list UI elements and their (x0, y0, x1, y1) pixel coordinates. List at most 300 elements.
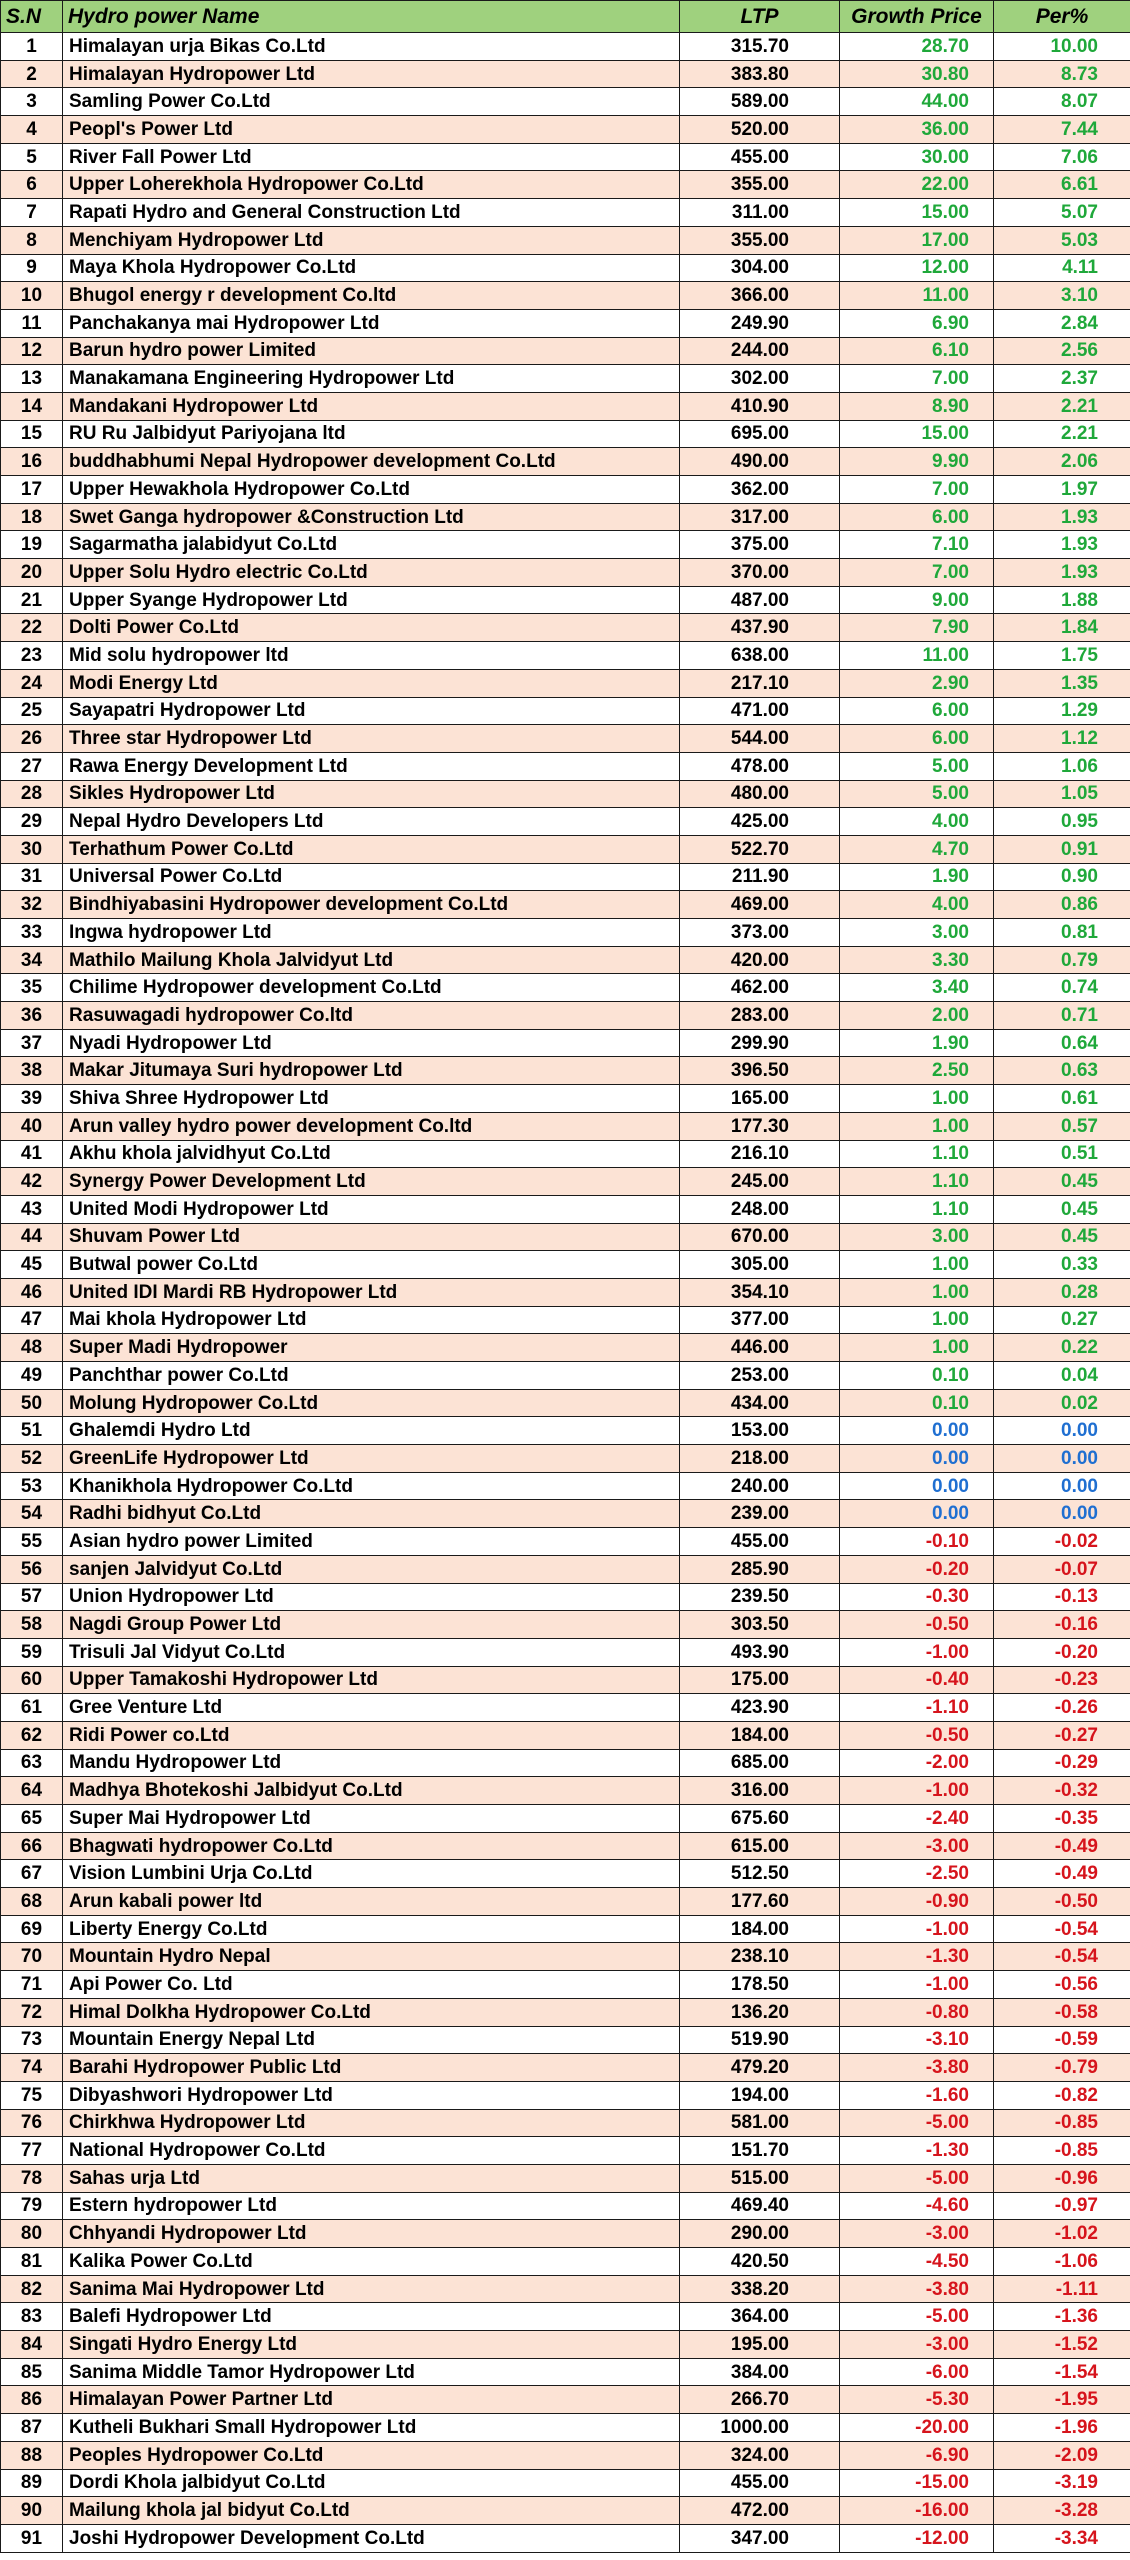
table-row (1, 559, 1130, 587)
cell-company-name: RU Ru Jalbidyut Pariyojana ltd (63, 420, 680, 448)
table-row (1, 2220, 1130, 2248)
cell-sn: 2 (1, 60, 63, 88)
cell-company-name: Sikles Hydropower Ltd (63, 780, 680, 808)
cell-growth-price: 7.00 (840, 365, 994, 393)
table-row (1, 1445, 1130, 1473)
cell-ltp: 184.00 (680, 1915, 840, 1943)
cell-growth-price: 1.00 (840, 1251, 994, 1279)
cell-sn: 25 (1, 697, 63, 725)
cell-sn: 80 (1, 2220, 63, 2248)
cell-ltp: 211.90 (680, 863, 840, 891)
cell-growth-price: 6.00 (840, 725, 994, 753)
cell-growth-price: 11.00 (840, 282, 994, 310)
cell-growth-price: 44.00 (840, 88, 994, 116)
cell-company-name: Estern hydropower Ltd (63, 2192, 680, 2220)
cell-sn: 59 (1, 1638, 63, 1666)
cell-sn: 34 (1, 946, 63, 974)
cell-growth-price: -1.10 (840, 1694, 994, 1722)
cell-company-name: Kalika Power Co.Ltd (63, 2248, 680, 2276)
column-header-sn: S.N (1, 1, 63, 33)
cell-growth-price: 0.10 (840, 1389, 994, 1417)
cell-growth-price: 1.90 (840, 1029, 994, 1057)
cell-sn: 40 (1, 1112, 63, 1140)
table-row (1, 2524, 1130, 2552)
cell-per: 8.07 (994, 88, 1130, 116)
cell-ltp: 354.10 (680, 1278, 840, 1306)
cell-per: 0.61 (994, 1085, 1130, 1113)
cell-growth-price: 7.10 (840, 531, 994, 559)
cell-company-name: Himalayan Hydropower Ltd (63, 60, 680, 88)
table-row (1, 1168, 1130, 1196)
cell-ltp: 434.00 (680, 1389, 840, 1417)
cell-growth-price: 1.90 (840, 863, 994, 891)
cell-ltp: 283.00 (680, 1002, 840, 1030)
cell-per: -0.54 (994, 1915, 1130, 1943)
table-row (1, 2192, 1130, 2220)
cell-sn: 21 (1, 586, 63, 614)
cell-sn: 53 (1, 1472, 63, 1500)
cell-per: -1.52 (994, 2331, 1130, 2359)
table-row (1, 171, 1130, 199)
column-header-name: Hydro power Name (63, 1, 680, 33)
cell-ltp: 670.00 (680, 1223, 840, 1251)
cell-ltp: 490.00 (680, 448, 840, 476)
cell-company-name: Sayapatri Hydropower Ltd (63, 697, 680, 725)
cell-per: 10.00 (994, 33, 1130, 61)
cell-per: 0.00 (994, 1445, 1130, 1473)
table-row (1, 2469, 1130, 2497)
cell-company-name: Three star Hydropower Ltd (63, 725, 680, 753)
cell-ltp: 178.50 (680, 1971, 840, 1999)
cell-ltp: 240.00 (680, 1472, 840, 1500)
cell-per: 0.86 (994, 891, 1130, 919)
cell-ltp: 520.00 (680, 116, 840, 144)
cell-company-name: Mid solu hydropower ltd (63, 642, 680, 670)
cell-ltp: 425.00 (680, 808, 840, 836)
cell-ltp: 364.00 (680, 2303, 840, 2331)
cell-growth-price: 1.10 (840, 1168, 994, 1196)
cell-sn: 3 (1, 88, 63, 116)
cell-growth-price: 7.90 (840, 614, 994, 642)
cell-sn: 46 (1, 1278, 63, 1306)
cell-growth-price: -0.90 (840, 1888, 994, 1916)
table-row (1, 392, 1130, 420)
cell-growth-price: 5.00 (840, 752, 994, 780)
table-row (1, 337, 1130, 365)
cell-sn: 37 (1, 1029, 63, 1057)
cell-growth-price: 6.10 (840, 337, 994, 365)
cell-sn: 48 (1, 1334, 63, 1362)
cell-per: 1.84 (994, 614, 1130, 642)
cell-company-name: Makar Jitumaya Suri hydropower Ltd (63, 1057, 680, 1085)
cell-per: -1.36 (994, 2303, 1130, 2331)
cell-sn: 9 (1, 254, 63, 282)
cell-growth-price: -3.80 (840, 2054, 994, 2082)
cell-per: -2.09 (994, 2441, 1130, 2469)
cell-growth-price: -0.30 (840, 1583, 994, 1611)
cell-growth-price: -0.50 (840, 1611, 994, 1639)
cell-per: -1.02 (994, 2220, 1130, 2248)
cell-sn: 14 (1, 392, 63, 420)
table-row (1, 974, 1130, 1002)
cell-growth-price: -3.80 (840, 2275, 994, 2303)
table-row (1, 1389, 1130, 1417)
cell-per: 2.06 (994, 448, 1130, 476)
cell-company-name: Mailung khola jal bidyut Co.Ltd (63, 2497, 680, 2525)
table-row (1, 1666, 1130, 1694)
table-row (1, 365, 1130, 393)
table-row (1, 1888, 1130, 1916)
cell-per: 0.00 (994, 1417, 1130, 1445)
table-row (1, 420, 1130, 448)
cell-per: -0.13 (994, 1583, 1130, 1611)
cell-ltp: 303.50 (680, 1611, 840, 1639)
cell-company-name: Sahas urja Ltd (63, 2164, 680, 2192)
table-row (1, 476, 1130, 504)
cell-per: -0.85 (994, 2137, 1130, 2165)
cell-sn: 54 (1, 1500, 63, 1528)
cell-ltp: 302.00 (680, 365, 840, 393)
cell-sn: 60 (1, 1666, 63, 1694)
cell-growth-price: 15.00 (840, 199, 994, 227)
cell-company-name: Balefi Hydropower Ltd (63, 2303, 680, 2331)
table-row (1, 1805, 1130, 1833)
cell-per: -1.54 (994, 2358, 1130, 2386)
cell-sn: 16 (1, 448, 63, 476)
cell-sn: 85 (1, 2358, 63, 2386)
table-row (1, 33, 1130, 61)
table-row (1, 2248, 1130, 2276)
cell-company-name: Swet Ganga hydropower &Construction Ltd (63, 503, 680, 531)
table-row (1, 1112, 1130, 1140)
cell-per: 0.45 (994, 1195, 1130, 1223)
cell-growth-price: 9.00 (840, 586, 994, 614)
cell-per: 2.84 (994, 309, 1130, 337)
cell-company-name: Vision Lumbini Urja Co.Ltd (63, 1860, 680, 1888)
cell-ltp: 290.00 (680, 2220, 840, 2248)
cell-growth-price: -0.20 (840, 1555, 994, 1583)
cell-growth-price: 1.00 (840, 1112, 994, 1140)
cell-ltp: 239.50 (680, 1583, 840, 1611)
cell-company-name: Maya Khola Hydropower Co.Ltd (63, 254, 680, 282)
cell-company-name: Kutheli Bukhari Small Hydropower Ltd (63, 2414, 680, 2442)
cell-sn: 32 (1, 891, 63, 919)
cell-company-name: Sagarmatha jalabidyut Co.Ltd (63, 531, 680, 559)
cell-sn: 51 (1, 1417, 63, 1445)
cell-ltp: 216.10 (680, 1140, 840, 1168)
table-row (1, 1500, 1130, 1528)
cell-per: 0.45 (994, 1168, 1130, 1196)
table-row (1, 1334, 1130, 1362)
cell-ltp: 266.70 (680, 2386, 840, 2414)
cell-per: 0.57 (994, 1112, 1130, 1140)
cell-sn: 22 (1, 614, 63, 642)
cell-sn: 82 (1, 2275, 63, 2303)
cell-company-name: Panchakanya mai Hydropower Ltd (63, 309, 680, 337)
cell-sn: 55 (1, 1528, 63, 1556)
table-row (1, 752, 1130, 780)
table-row (1, 503, 1130, 531)
cell-per: -1.96 (994, 2414, 1130, 2442)
cell-ltp: 383.80 (680, 60, 840, 88)
cell-sn: 28 (1, 780, 63, 808)
table-row (1, 946, 1130, 974)
cell-per: -0.02 (994, 1528, 1130, 1556)
cell-growth-price: -5.30 (840, 2386, 994, 2414)
cell-growth-price: -4.60 (840, 2192, 994, 2220)
cell-company-name: Super Madi Hydropower (63, 1334, 680, 1362)
cell-per: 1.35 (994, 669, 1130, 697)
cell-sn: 84 (1, 2331, 63, 2359)
cell-ltp: 317.00 (680, 503, 840, 531)
cell-per: 0.45 (994, 1223, 1130, 1251)
cell-growth-price: -5.00 (840, 2303, 994, 2331)
cell-company-name: Khanikhola Hydropower Co.Ltd (63, 1472, 680, 1500)
cell-per: 5.03 (994, 226, 1130, 254)
cell-per: 0.27 (994, 1306, 1130, 1334)
cell-per: 0.02 (994, 1389, 1130, 1417)
cell-sn: 83 (1, 2303, 63, 2331)
table-row (1, 697, 1130, 725)
cell-sn: 78 (1, 2164, 63, 2192)
cell-growth-price: -1.30 (840, 2137, 994, 2165)
cell-sn: 70 (1, 1943, 63, 1971)
cell-company-name: Singati Hydro Energy Ltd (63, 2331, 680, 2359)
cell-ltp: 304.00 (680, 254, 840, 282)
cell-ltp: 239.00 (680, 1500, 840, 1528)
cell-sn: 11 (1, 309, 63, 337)
cell-sn: 18 (1, 503, 63, 531)
cell-per: -1.11 (994, 2275, 1130, 2303)
cell-company-name: Bindhiyabasini Hydropower development Co.Ltd (63, 891, 680, 919)
cell-sn: 79 (1, 2192, 63, 2220)
table-row (1, 531, 1130, 559)
cell-per: -0.97 (994, 2192, 1130, 2220)
cell-ltp: 423.90 (680, 1694, 840, 1722)
cell-growth-price: 17.00 (840, 226, 994, 254)
cell-company-name: Sanima Middle Tamor Hydropower Ltd (63, 2358, 680, 2386)
cell-per: -0.27 (994, 1721, 1130, 1749)
cell-per: 0.00 (994, 1472, 1130, 1500)
cell-per: 7.44 (994, 116, 1130, 144)
table-row (1, 1611, 1130, 1639)
cell-growth-price: -1.30 (840, 1943, 994, 1971)
table-row (1, 1528, 1130, 1556)
cell-ltp: 177.60 (680, 1888, 840, 1916)
table-row (1, 1638, 1130, 1666)
cell-company-name: United Modi Hydropower Ltd (63, 1195, 680, 1223)
cell-growth-price: -12.00 (840, 2524, 994, 2552)
table-row (1, 2026, 1130, 2054)
cell-per: -0.56 (994, 1971, 1130, 1999)
table-row (1, 863, 1130, 891)
cell-sn: 24 (1, 669, 63, 697)
cell-sn: 45 (1, 1251, 63, 1279)
cell-growth-price: -3.00 (840, 2331, 994, 2359)
cell-per: 1.06 (994, 752, 1130, 780)
cell-growth-price: -3.10 (840, 2026, 994, 2054)
cell-growth-price: 8.90 (840, 392, 994, 420)
cell-company-name: Ingwa hydropower Ltd (63, 919, 680, 947)
cell-company-name: Upper Tamakoshi Hydropower Ltd (63, 1666, 680, 1694)
cell-growth-price: 0.00 (840, 1472, 994, 1500)
cell-company-name: buddhabhumi Nepal Hydropower development Co.Ltd (63, 448, 680, 476)
table-row (1, 1555, 1130, 1583)
cell-per: -0.07 (994, 1555, 1130, 1583)
cell-company-name: Barahi Hydropower Public Ltd (63, 2054, 680, 2082)
cell-per: -0.23 (994, 1666, 1130, 1694)
cell-sn: 7 (1, 199, 63, 227)
cell-sn: 52 (1, 1445, 63, 1473)
cell-growth-price: -1.00 (840, 1777, 994, 1805)
cell-ltp: 638.00 (680, 642, 840, 670)
cell-growth-price: -0.80 (840, 1998, 994, 2026)
cell-company-name: Arun kabali power ltd (63, 1888, 680, 1916)
cell-company-name: Himal Dolkha Hydropower Co.Ltd (63, 1998, 680, 2026)
cell-per: 5.07 (994, 199, 1130, 227)
cell-growth-price: 0.00 (840, 1500, 994, 1528)
cell-ltp: 479.20 (680, 2054, 840, 2082)
cell-sn: 43 (1, 1195, 63, 1223)
cell-per: 2.21 (994, 392, 1130, 420)
cell-growth-price: 6.00 (840, 697, 994, 725)
cell-per: 0.74 (994, 974, 1130, 1002)
cell-per: 7.06 (994, 143, 1130, 171)
cell-per: -0.20 (994, 1638, 1130, 1666)
cell-growth-price: 1.00 (840, 1278, 994, 1306)
cell-ltp: 493.90 (680, 1638, 840, 1666)
cell-company-name: Upper Syange Hydropower Ltd (63, 586, 680, 614)
cell-sn: 58 (1, 1611, 63, 1639)
cell-company-name: Dolti Power Co.Ltd (63, 614, 680, 642)
cell-per: -0.54 (994, 1943, 1130, 1971)
cell-growth-price: 9.90 (840, 448, 994, 476)
cell-company-name: Rawa Energy Development Ltd (63, 752, 680, 780)
cell-ltp: 194.00 (680, 2081, 840, 2109)
table-row (1, 642, 1130, 670)
cell-per: -3.19 (994, 2469, 1130, 2497)
cell-growth-price: 7.00 (840, 559, 994, 587)
cell-ltp: 375.00 (680, 531, 840, 559)
cell-ltp: 324.00 (680, 2441, 840, 2469)
cell-company-name: GreenLife Hydropower Ltd (63, 1445, 680, 1473)
cell-sn: 5 (1, 143, 63, 171)
cell-ltp: 217.10 (680, 669, 840, 697)
cell-ltp: 151.70 (680, 2137, 840, 2165)
cell-per: 1.97 (994, 476, 1130, 504)
cell-sn: 90 (1, 2497, 63, 2525)
cell-ltp: 285.90 (680, 1555, 840, 1583)
cell-growth-price: 3.40 (840, 974, 994, 1002)
table-row (1, 2441, 1130, 2469)
cell-growth-price: 0.00 (840, 1417, 994, 1445)
cell-sn: 66 (1, 1832, 63, 1860)
cell-ltp: 1000.00 (680, 2414, 840, 2442)
cell-company-name: Terhathum Power Co.Ltd (63, 835, 680, 863)
cell-sn: 17 (1, 476, 63, 504)
cell-company-name: Mandakani Hydropower Ltd (63, 392, 680, 420)
cell-ltp: 245.00 (680, 1168, 840, 1196)
cell-sn: 81 (1, 2248, 63, 2276)
cell-growth-price: 6.00 (840, 503, 994, 531)
cell-ltp: 480.00 (680, 780, 840, 808)
cell-company-name: Mandu Hydropower Ltd (63, 1749, 680, 1777)
cell-sn: 1 (1, 33, 63, 61)
cell-ltp: 355.00 (680, 171, 840, 199)
cell-per: -0.85 (994, 2109, 1130, 2137)
table-row (1, 1472, 1130, 1500)
cell-ltp: 512.50 (680, 1860, 840, 1888)
table-row (1, 1721, 1130, 1749)
cell-ltp: 615.00 (680, 1832, 840, 1860)
cell-ltp: 469.00 (680, 891, 840, 919)
cell-sn: 30 (1, 835, 63, 863)
cell-sn: 20 (1, 559, 63, 587)
cell-sn: 89 (1, 2469, 63, 2497)
cell-per: -1.95 (994, 2386, 1130, 2414)
cell-ltp: 522.70 (680, 835, 840, 863)
cell-ltp: 153.00 (680, 1417, 840, 1445)
table-row (1, 448, 1130, 476)
cell-ltp: 366.00 (680, 282, 840, 310)
cell-per: 0.64 (994, 1029, 1130, 1057)
cell-company-name: Samling Power Co.Ltd (63, 88, 680, 116)
cell-sn: 29 (1, 808, 63, 836)
table-row (1, 226, 1130, 254)
cell-ltp: 373.00 (680, 919, 840, 947)
cell-per: 0.91 (994, 835, 1130, 863)
table-row (1, 116, 1130, 144)
cell-ltp: 355.00 (680, 226, 840, 254)
column-header-per: Per% (994, 1, 1130, 33)
table-row (1, 2081, 1130, 2109)
cell-sn: 44 (1, 1223, 63, 1251)
table-row (1, 2358, 1130, 2386)
cell-ltp: 437.90 (680, 614, 840, 642)
cell-sn: 67 (1, 1860, 63, 1888)
cell-sn: 77 (1, 2137, 63, 2165)
cell-ltp: 218.00 (680, 1445, 840, 1473)
cell-ltp: 420.50 (680, 2248, 840, 2276)
table-row (1, 808, 1130, 836)
cell-ltp: 455.00 (680, 143, 840, 171)
cell-company-name: Ghalemdi Hydro Ltd (63, 1417, 680, 1445)
cell-sn: 72 (1, 1998, 63, 2026)
cell-per: 0.79 (994, 946, 1130, 974)
cell-sn: 71 (1, 1971, 63, 1999)
table-row (1, 309, 1130, 337)
cell-company-name: Chilime Hydropower development Co.Ltd (63, 974, 680, 1002)
cell-ltp: 685.00 (680, 1749, 840, 1777)
cell-company-name: Chhyandi Hydropower Ltd (63, 2220, 680, 2248)
table-header-row (1, 1, 1130, 33)
cell-ltp: 487.00 (680, 586, 840, 614)
cell-company-name: Molung Hydropower Co.Ltd (63, 1389, 680, 1417)
cell-sn: 91 (1, 2524, 63, 2552)
table-row (1, 254, 1130, 282)
cell-per: -0.79 (994, 2054, 1130, 2082)
cell-company-name: Joshi Hydropower Development Co.Ltd (63, 2524, 680, 2552)
cell-ltp: 675.60 (680, 1805, 840, 1833)
cell-company-name: Nyadi Hydropower Ltd (63, 1029, 680, 1057)
cell-company-name: Rapati Hydro and General Construction Ltd (63, 199, 680, 227)
table-row (1, 2054, 1130, 2082)
cell-ltp: 311.00 (680, 199, 840, 227)
table-row (1, 1223, 1130, 1251)
cell-ltp: 462.00 (680, 974, 840, 1002)
cell-growth-price: 2.50 (840, 1057, 994, 1085)
cell-growth-price: 2.00 (840, 1002, 994, 1030)
